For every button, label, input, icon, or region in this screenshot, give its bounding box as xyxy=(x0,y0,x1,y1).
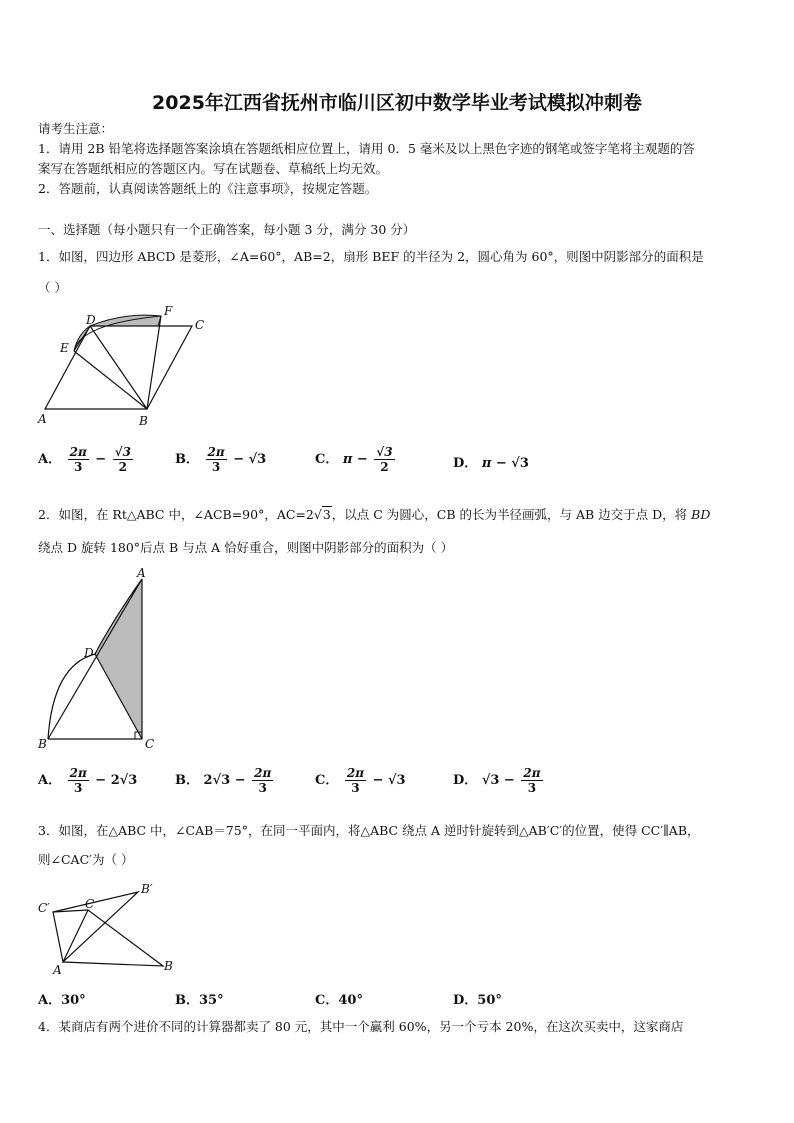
q4-stem: 4．某商店有两个进价不同的计算器都卖了 80 元，其中一个赢利 60%，另一个亏本 20%，在这次买卖中，这家商店 xyxy=(38,1019,684,1034)
q3-option-b[interactable]: B．35° xyxy=(175,993,224,1008)
q1-option-b[interactable]: B． $\frac{2\pi}{3}$ − √3 xyxy=(175,445,267,474)
q3-label-bprime: B′ xyxy=(141,882,153,896)
q1-figure xyxy=(35,302,210,430)
q3-label-c: C xyxy=(85,897,95,911)
q3-stem-2: 则∠CAC′为（ ） xyxy=(38,852,134,867)
page-title: 2025年江西省抚州市临川区初中数学毕业考试模拟冲刺卷 xyxy=(152,92,642,114)
q2-arc-bd: BD xyxy=(691,507,711,522)
q2-label-b: B xyxy=(38,737,47,751)
q2-figure xyxy=(35,565,160,755)
q1-stem: 1．如图，四边形 ABCD 是菱形，∠A=60°，AB=2，扇形 BEF 的半径为 2，圆心角为 60°，则图中阴影部分的面积是 xyxy=(38,249,704,264)
q1-option-a[interactable]: A． $\frac{2\pi}{3}$ − $\frac{√3}{2}$ xyxy=(38,445,131,474)
q2-option-d[interactable]: D． √3 − $\frac{2\pi}{3}$ xyxy=(453,766,541,795)
notes-heading: 请考生注意： xyxy=(38,121,114,136)
q2-option-a[interactable]: A． $\frac{2\pi}{3}$ − 2√3 xyxy=(38,766,138,795)
q2-option-b[interactable]: B． 2√3 − $\frac{2\pi}{3}$ xyxy=(175,766,272,795)
q1-label-f: F xyxy=(164,304,173,318)
q1-label-a: A xyxy=(38,412,47,426)
q3-figure xyxy=(33,880,183,976)
q1-paren: （ ） xyxy=(38,280,67,295)
q1-option-c[interactable]: C． π − $\frac{√3}{2}$ xyxy=(315,445,393,474)
note-2: 2．答题前，认真阅读答题纸上的《注意事项》，按规定答题。 xyxy=(38,181,378,196)
note-1b: 案写在答题纸相应的答题区内。写在试题卷、草稿纸上均无效。 xyxy=(38,161,389,176)
q3-option-c[interactable]: C．40° xyxy=(315,993,363,1008)
note-1a: 1．请用 2B 铅笔将选择题答案涂填在答题纸相应位置上，请用 0．5 毫米及以上黑色字迹的钢笔或签字笔将主观题的答 xyxy=(38,141,695,156)
q2-stem-2: 绕点 D 旋转 180°后点 B 与点 A 恰好重合，则图中阴影部分的面积为（ ） xyxy=(38,540,454,555)
q2-label-c: C xyxy=(145,737,155,751)
q2-label-a: A xyxy=(137,566,146,580)
q1-option-d[interactable]: D． π − √3 xyxy=(453,456,529,471)
q1-label-d: D xyxy=(86,313,96,327)
q2-stem-1: 2．如图，在 Rt△ABC 中，∠ACB=90°，AC=2√3，以点 C 为圆心，CB 的长为半径画弧，与 AB 边交于点 D，将 BD xyxy=(38,507,711,522)
q2-option-c[interactable]: C． $\frac{2\pi}{3}$ − √3 xyxy=(315,766,406,795)
q3-label-b: B xyxy=(164,959,173,973)
q3-option-a[interactable]: A．30° xyxy=(38,993,86,1008)
q3-label-cprime: C′ xyxy=(38,901,50,915)
q1-label-b: B xyxy=(139,414,148,428)
q3-stem-1: 3．如图，在△ABC 中，∠CAB＝75°，在同一平面内，将△ABC 绕点 A 逆时针旋转到△AB′C′的位置，使得 CC′∥AB， xyxy=(38,823,700,838)
q2-label-d: D xyxy=(84,646,94,660)
q3-option-d[interactable]: D．50° xyxy=(453,993,502,1008)
q1-label-c: C xyxy=(195,318,205,332)
q3-label-a: A xyxy=(53,963,62,976)
section-heading: 一、选择题（每小题只有一个正确答案，每小题 3 分，满分 30 分） xyxy=(38,222,416,237)
q1-label-e: E xyxy=(60,341,69,355)
